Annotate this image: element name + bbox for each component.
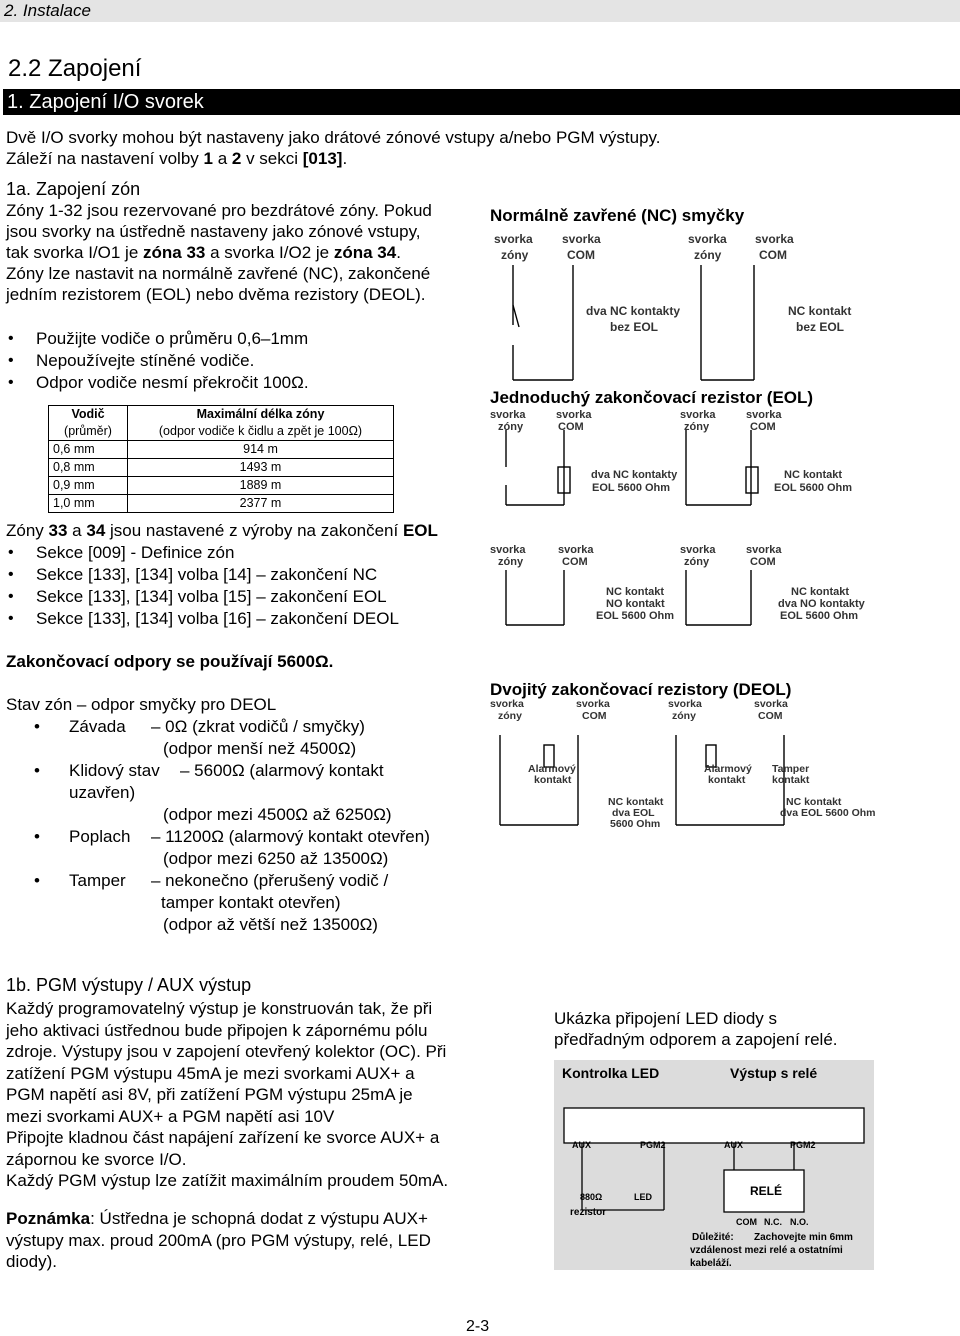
section-title: 2.2 Zapojení [8, 55, 142, 82]
svg-text:kontakt: kontakt [534, 774, 572, 786]
svg-text:EOL 5600 Ohm: EOL 5600 Ohm [596, 610, 675, 622]
text-line: Každý PGM výstup lze zatížit maximálním proudem 50mA. [6, 1171, 449, 1190]
svg-text:PGM2: PGM2 [640, 1140, 666, 1150]
svg-text:COM: COM [736, 1217, 757, 1227]
svg-text:COM: COM [750, 556, 776, 568]
list-item: • Nepoužívejte stíněné vodiče. [4, 350, 309, 372]
table-header-cell: Vodič (průměr) [49, 406, 128, 441]
deol-heading: Stav zón – odpor smyčky pro DEOL [6, 695, 277, 714]
svg-text:COM: COM [567, 248, 595, 262]
text-line: PGM napětí asi 8V, při zatížení PGM výstupu 25mA je [6, 1085, 413, 1104]
svg-text:svorka: svorka [576, 698, 610, 710]
wire-bullets [4, 328, 309, 394]
svg-text:dva EOL 5600 Ohm: dva EOL 5600 Ohm [780, 807, 876, 819]
subsection-title: 1. Zapojení I/O svorek [7, 91, 204, 113]
svg-text:dva NO kontakty: dva NO kontakty [778, 598, 865, 610]
pgm-heading: 1b. PGM výstupy / AUX výstup [6, 975, 252, 995]
zone-wiring-diagrams [486, 205, 960, 845]
page-number: 2-3 [466, 1318, 490, 1335]
led-caption: Ukázka připojení LED diody s předřadným odporem a zapojení relé. [554, 1009, 838, 1049]
list-item: • Odpor vodiče nesmí překročit 100Ω. [4, 372, 309, 394]
svg-text:AUX: AUX [572, 1140, 592, 1150]
svg-text:dva NC kontakty: dva NC kontakty [591, 469, 678, 481]
text-line: jsou svorky na ústředně nastaveny jako zónové vstupy, [6, 222, 421, 241]
svg-text:svorka: svorka [688, 232, 727, 246]
svg-text:svorka: svorka [490, 544, 526, 556]
svg-text:COM: COM [758, 710, 783, 722]
table-header [49, 406, 394, 441]
list-item: • Sekce [009] - Definice zón [4, 542, 399, 564]
text-line: Zóny 1-32 jsou rezervované pro bezdrátové zóny. Pokud [6, 201, 432, 220]
svg-text:zóny: zóny [498, 556, 524, 568]
svg-text:NC kontakt: NC kontakt [788, 304, 852, 318]
factory-default: Zóny 33 a 34 jsou nastavené z výroby na zakončení EOL [6, 521, 438, 540]
header-band [0, 0, 960, 22]
text-line: Připojte kladnou část napájení zařízení ke svorce AUX+ a [6, 1128, 440, 1147]
svg-text:bez EOL: bez EOL [610, 320, 659, 334]
svg-text:COM: COM [582, 710, 607, 722]
deol-states [6, 716, 476, 936]
svg-text:svorka: svorka [562, 232, 601, 246]
text-line: jeho aktivaci ústřednou bude připojen k zápornému pólu [6, 1020, 428, 1040]
svg-text:Zachovejte min 6mm: Zachovejte min 6mm [754, 1232, 853, 1243]
table-row: 0,8 mm 1493 m [49, 459, 394, 477]
text-line: mezi svorkami AUX+ a PGM napětí asi 10V [6, 1106, 335, 1126]
pgm-paragraph [6, 998, 486, 1192]
table-row: 0,6 mm 914 m [49, 441, 394, 459]
state-alarm: • Poplach – 11200Ω (alarmový kontakt otevřen) (odpor mezi 6250 až 13500Ω) [34, 827, 430, 868]
svg-text:Kontrolka LED: Kontrolka LED [562, 1065, 660, 1081]
nc-title: Normálně zavřené (NC) smyčky [490, 206, 745, 225]
wire-length-table [48, 405, 394, 513]
list-item: • Sekce [133], [134] volba [16] – zakončení DEOL [4, 608, 399, 630]
svg-text:COM: COM [750, 421, 776, 433]
svg-text:zóny: zóny [498, 421, 524, 433]
zones-section [6, 178, 476, 305]
svg-text:svorka: svorka [668, 698, 702, 710]
svg-text:EOL 5600 Ohm: EOL 5600 Ohm [780, 610, 859, 622]
svg-text:rezistor: rezistor [570, 1207, 607, 1218]
svg-text:880Ω: 880Ω [580, 1192, 603, 1202]
text-line: Každý programovatelný výstup je konstruován tak, že při [6, 999, 433, 1018]
svg-text:svorka: svorka [490, 698, 524, 710]
svg-text:zóny: zóny [694, 248, 722, 262]
svg-text:COM: COM [759, 248, 787, 262]
list-item: • Použijte vodiče o průměru 0,6–1mm [4, 328, 309, 350]
table-row: 0,9 mm 1889 m [49, 477, 394, 495]
svg-text:svorka: svorka [680, 544, 716, 556]
svg-text:zóny: zóny [498, 710, 522, 722]
svg-text:NC kontakt: NC kontakt [791, 586, 850, 598]
zones-heading: 1a. Zapojení zón [6, 179, 141, 199]
list-item: • Sekce [133], [134] volba [15] – zakončení EOL [4, 586, 399, 608]
svg-text:svorka: svorka [556, 409, 592, 421]
intro-line: Dvě I/O svorky mohou být nastaveny jako drátové zónové vstupy a/nebo PGM výstupy. [6, 128, 661, 147]
text-line: zatížení PGM výstupu 45mA je mezi svorkami AUX+ a [6, 1063, 415, 1083]
svg-text:Tamper: Tamper [772, 763, 810, 775]
svg-text:svorka: svorka [680, 409, 716, 421]
svg-text:AUX: AUX [724, 1140, 744, 1150]
svg-text:NC kontakt: NC kontakt [606, 586, 665, 598]
deol-title: Dvojitý zakončovací rezistory (DEOL) [490, 680, 792, 699]
svg-text:svorka: svorka [754, 698, 788, 710]
text-line: zdroje. Výstupy jsou v zapojení otevřený kolektor (OC). Při [6, 1042, 447, 1061]
svg-text:kontakt: kontakt [708, 774, 746, 786]
svg-text:LED: LED [634, 1192, 652, 1202]
led-relay-diagram [554, 1060, 874, 1270]
table-header-cell: Maximální délka zóny (odpor vodiče k čidlu a zpět je 100Ω) [128, 406, 394, 441]
text-line: tak svorka I/O1 je zóna 33 a svorka I/O2 je zóna 34. [6, 243, 401, 262]
svg-text:Důležité:: Důležité: [692, 1232, 734, 1243]
svg-text:zóny: zóny [672, 710, 696, 722]
svg-text:Výstup s relé: Výstup s relé [730, 1065, 818, 1081]
svg-text:vzdálenost mezi relé a ostatní: vzdálenost mezi relé a ostatními [690, 1245, 843, 1256]
svg-text:COM: COM [558, 421, 584, 433]
svg-text:NC kontakt: NC kontakt [786, 796, 842, 808]
text-line: zápornou ke svorce I/O. [6, 1149, 187, 1169]
svg-text:zóny: zóny [684, 556, 710, 568]
svg-text:svorka: svorka [558, 544, 594, 556]
svg-text:kontakt: kontakt [772, 774, 810, 786]
svg-text:COM: COM [562, 556, 588, 568]
svg-text:zóny: zóny [684, 421, 710, 433]
svg-text:svorka: svorka [746, 544, 782, 556]
svg-text:NC kontakt: NC kontakt [608, 796, 664, 808]
intro-line: Záleží na nastavení volby 1 a 2 v sekci [013]. [6, 149, 348, 168]
pgm-note: Poznámka: Ústředna je schopná dodat z výstupu AUX+ výstupy max. proud 200mA (pro PGM výstupy, relé, LED diody). [6, 1209, 431, 1271]
svg-text:N.C.: N.C. [764, 1217, 782, 1227]
svg-text:bez EOL: bez EOL [796, 320, 845, 334]
text-line: Zóny lze nastavit na normálně zavřené (NC), zakončené [6, 264, 431, 283]
svg-text:EOL 5600 Ohm: EOL 5600 Ohm [774, 482, 853, 494]
state-tamper: • Tamper – nekonečno (přerušený vodič / tamper kontakt otevřen) (odpor až větší než 13500Ω) [34, 871, 389, 934]
svg-text:Alarmový: Alarmový [704, 763, 752, 775]
svg-text:svorka: svorka [490, 409, 526, 421]
svg-text:kabeláží.: kabeláží. [690, 1258, 732, 1269]
svg-text:dva NC kontakty: dva NC kontakty [586, 304, 681, 318]
svg-text:5600 Ohm: 5600 Ohm [610, 818, 661, 830]
running-header: 2. Instalace [4, 1, 91, 20]
svg-text:Alarmový: Alarmový [528, 763, 576, 775]
text-line: jedním rezistorem (EOL) nebo dvěma rezistory (DEOL). [6, 285, 426, 304]
svg-text:svorka: svorka [755, 232, 794, 246]
svg-text:NO kontakt: NO kontakt [606, 598, 665, 610]
svg-text:svorka: svorka [494, 232, 533, 246]
subsection-bar [3, 89, 960, 115]
svg-text:N.O.: N.O. [790, 1217, 809, 1227]
svg-text:EOL 5600 Ohm: EOL 5600 Ohm [592, 482, 671, 494]
svg-text:dva EOL: dva EOL [612, 807, 655, 819]
svg-text:svorka: svorka [746, 409, 782, 421]
state-idle: • Klidový stav – 5600Ω (alarmový kontakt uzavřen) (odpor mezi 4500Ω až 6250Ω) [34, 761, 392, 824]
factory-bullets [4, 542, 399, 630]
svg-text:NC kontakt: NC kontakt [784, 469, 843, 481]
end-resistor-note: Zakončovací odpory se používají 5600Ω. [6, 652, 334, 671]
svg-text:PGM2: PGM2 [790, 1140, 816, 1150]
svg-text:RELÉ: RELÉ [750, 1184, 783, 1198]
svg-text:zóny: zóny [501, 248, 529, 262]
state-fault: • Závada – 0Ω (zkrat vodičů / smyčky) (odpor menší než 4500Ω) [34, 717, 365, 758]
intro-paragraph [6, 127, 661, 169]
eol-title: Jednoduchý zakončovací rezistor (EOL) [490, 388, 814, 407]
list-item: • Sekce [133], [134] volba [14] – zakončení NC [4, 564, 399, 586]
table-row: 1,0 mm 2377 m [49, 495, 394, 513]
